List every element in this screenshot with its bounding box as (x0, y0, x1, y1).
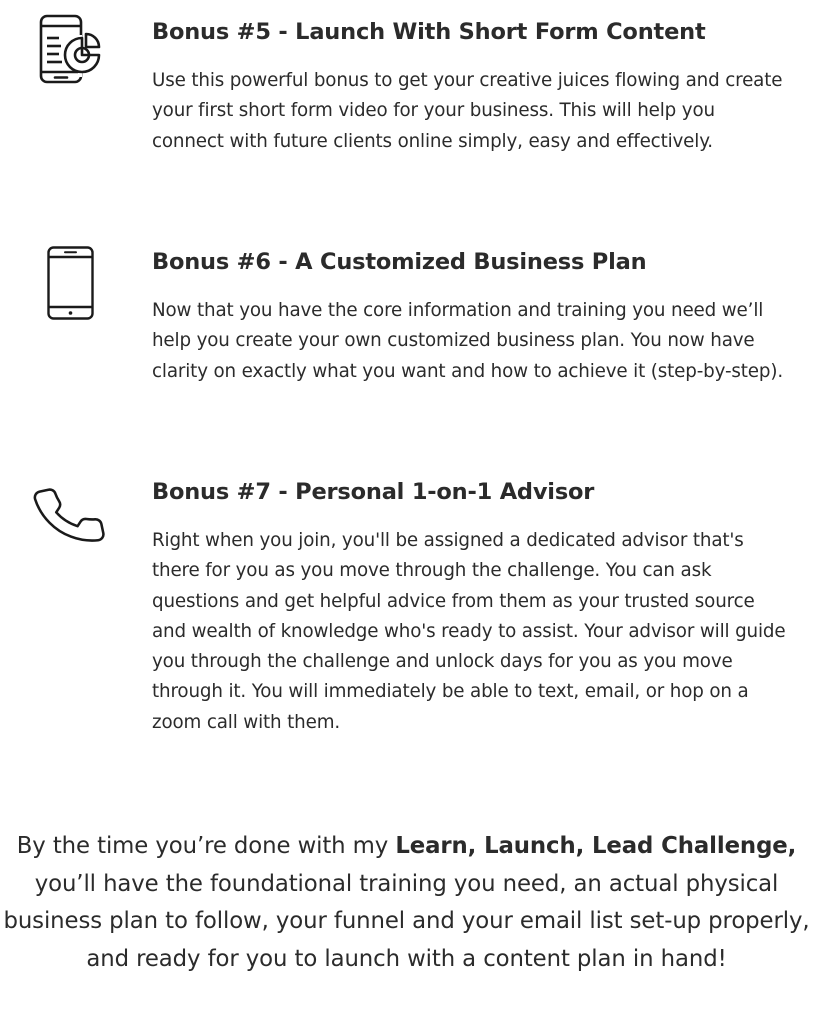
summary-rest: you’ll have the foundational training you need, an actual physical business plan to follow, your funnel and your email list set-up properly, and ready for you to launch with a content plan in hand! (3, 870, 810, 972)
bonus-description: Right when you join, you'll be assigned a dedicated advisor that's there for you as you move through the challenge. You can ask questions and get helpful advice from them as your trusted source and wealth of knowledge who's ready to assist. Your advisor will guide you through the challenge and unlock days for you as you move through it. You will immediately be able to text, email, or hop on a zoom call with them. (152, 530, 786, 733)
bonus-description: Use this powerful bonus to get your creative juices flowing and create your first short form video for your business. This will help you connect with future clients online simply, easy and effectively. (152, 70, 783, 152)
phone-chart-icon (38, 14, 102, 86)
summary-text (0, 828, 813, 978)
bonus-description: Now that you have the core information and training you need we’ll help you create your own customized business plan. You now have clarity on exactly what you want and how to achieve it (step-by-step). (152, 300, 783, 382)
bonus-title: Bonus #7 - Personal 1-on-1 Advisor (152, 479, 595, 505)
bonus-title: Bonus #5 - Launch With Short Form Content (152, 19, 706, 45)
smartphone-icon (46, 245, 96, 321)
phone-call-icon (33, 480, 105, 552)
summary-lead: By the time you’re done with my (16, 833, 396, 859)
challenge-name: Learn, Launch, Lead Challenge, (395, 833, 797, 859)
bonus-title: Bonus #6 - A Customized Business Plan (152, 249, 647, 275)
